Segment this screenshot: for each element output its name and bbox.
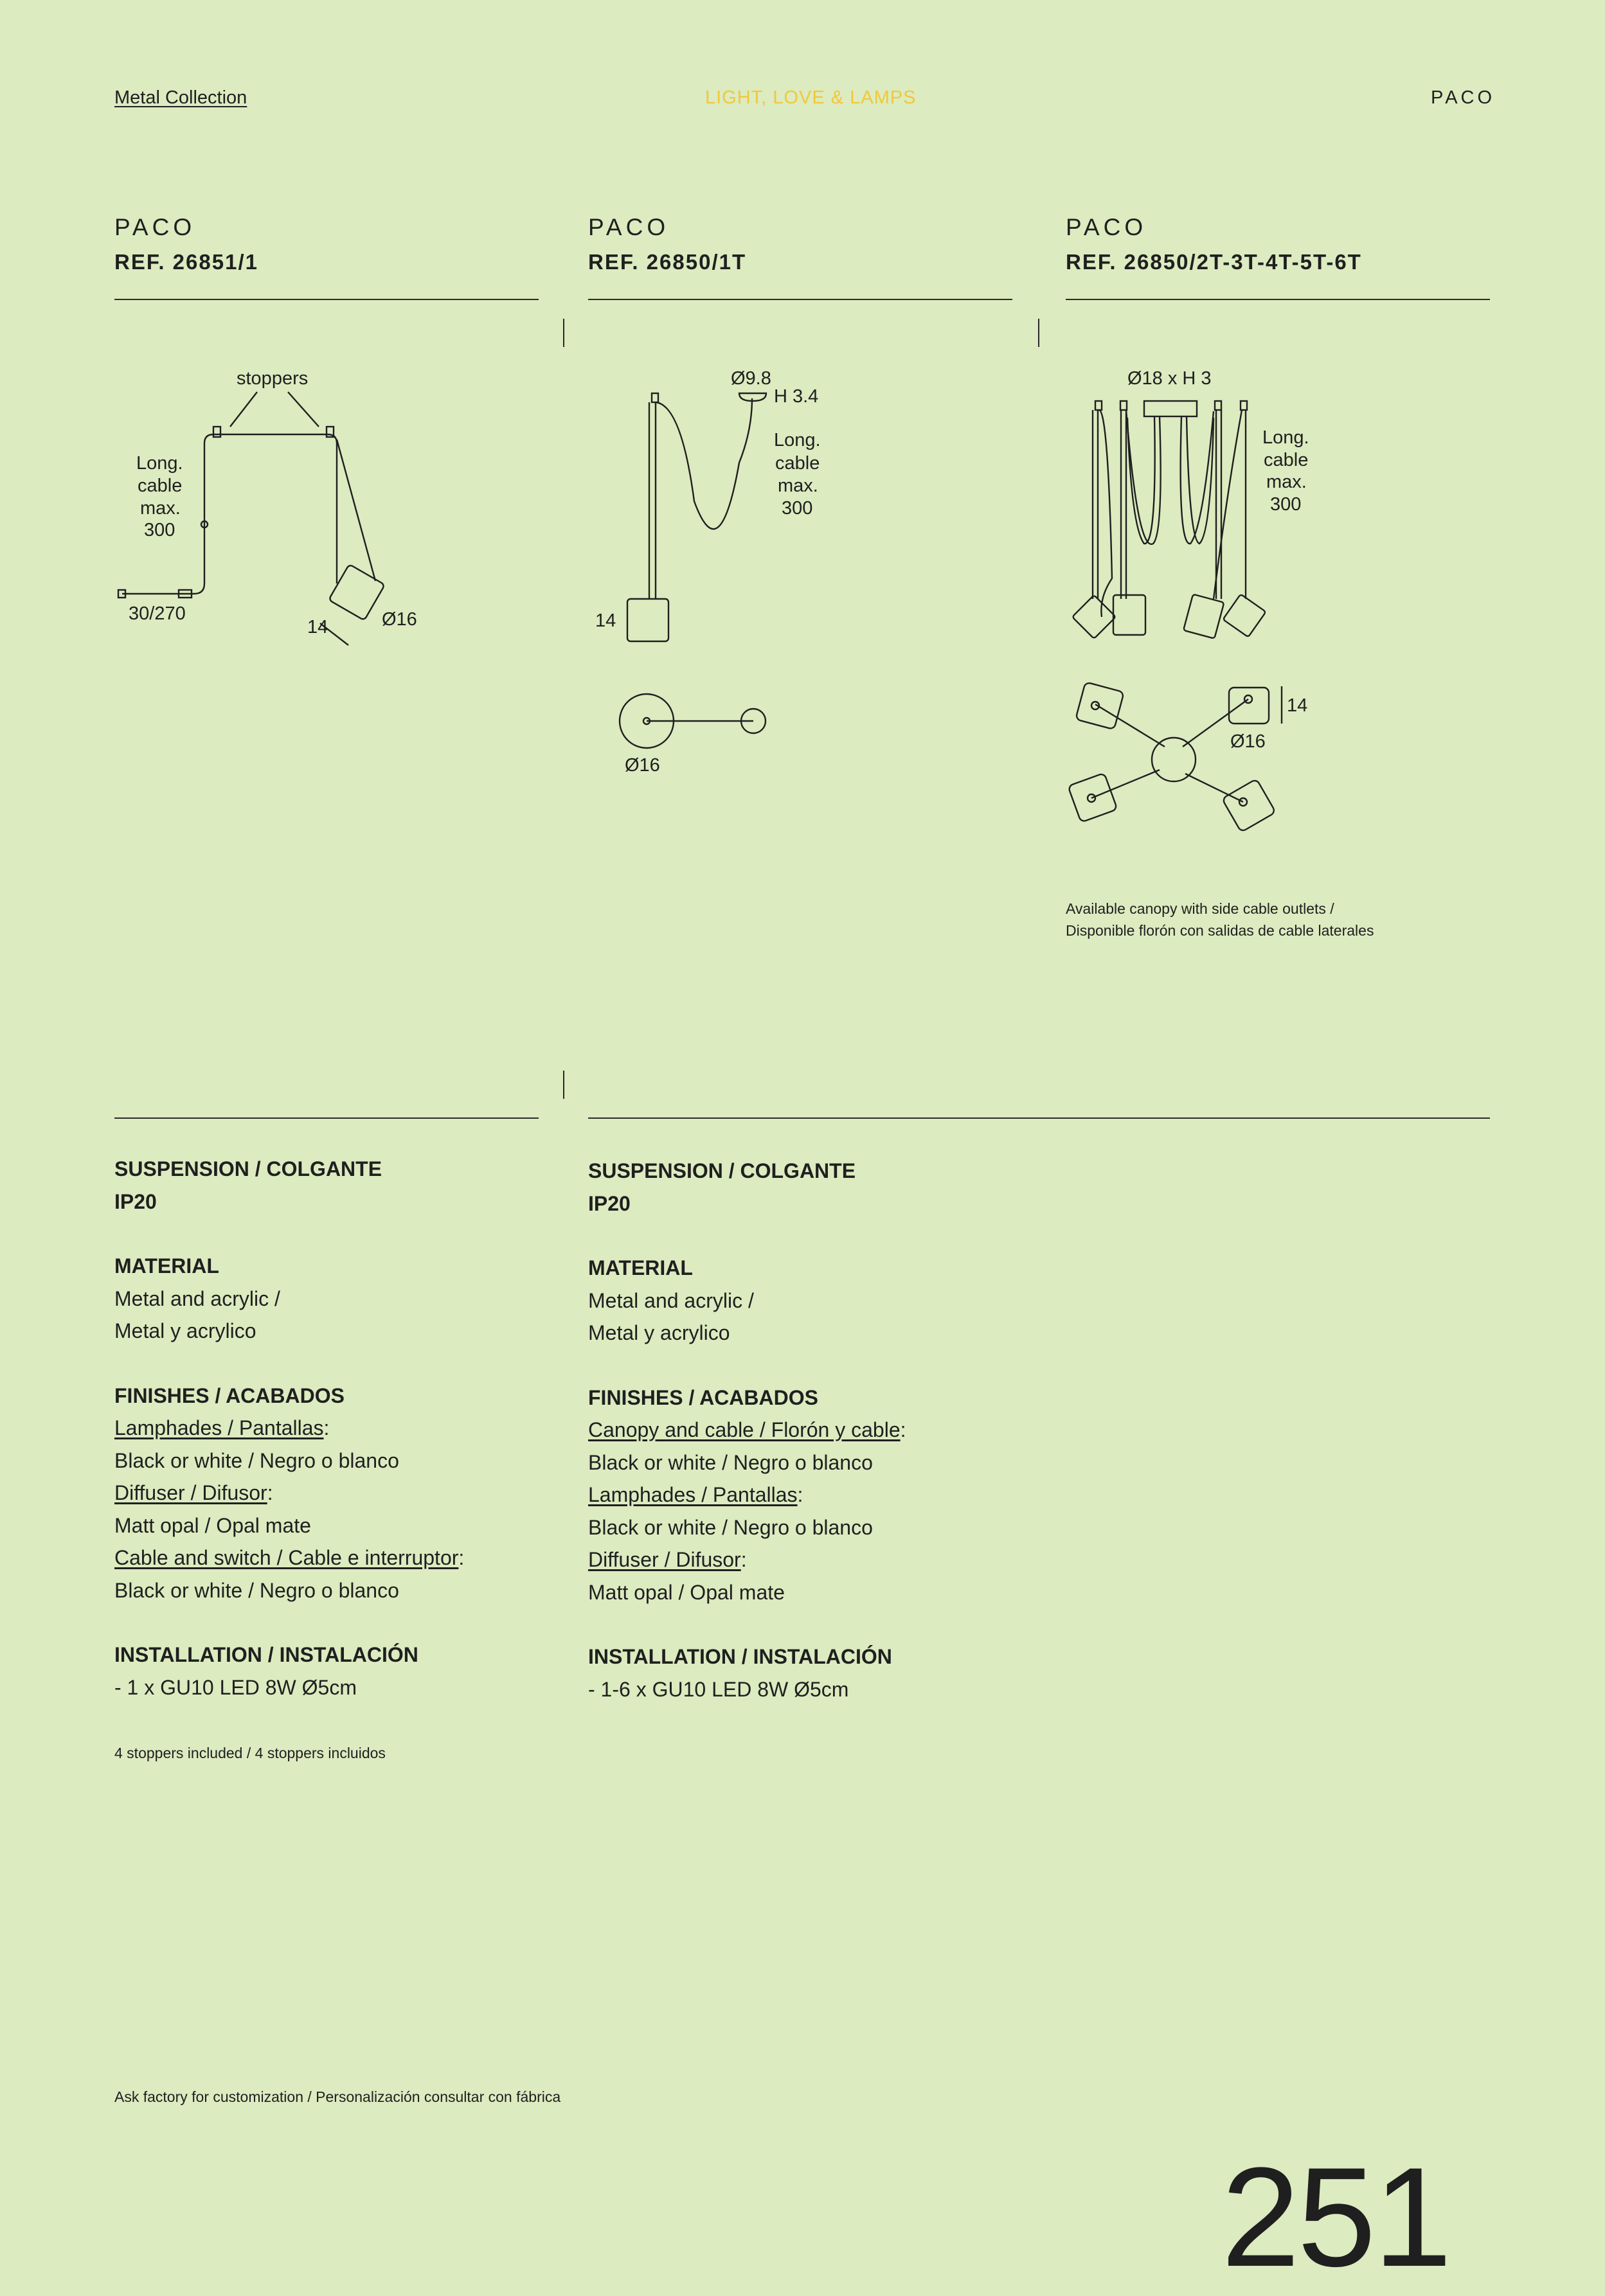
svg-text:cable: cable <box>775 453 820 474</box>
svg-text:300: 300 <box>144 520 175 540</box>
svg-text:300: 300 <box>782 498 813 519</box>
stoppers-note: 4 stoppers included / 4 stoppers incluidos <box>114 1745 386 1761</box>
divider <box>588 1117 1490 1119</box>
col1-ref: REF. 26851/1 <box>114 250 258 274</box>
svg-text:max.: max. <box>1266 472 1307 492</box>
col3-ref: REF. 26850/2T-3T-4T-5T-6T <box>1066 250 1362 274</box>
svg-text:H 3.4: H 3.4 <box>774 386 819 407</box>
lamp-shade-icon <box>1223 594 1266 637</box>
svg-text:Ø16: Ø16 <box>625 755 660 776</box>
plan-shade-icon <box>1222 779 1276 832</box>
divider-tick <box>1038 319 1039 347</box>
canopy-icon <box>1144 401 1197 416</box>
plan-shade-icon <box>1229 688 1269 724</box>
divider <box>114 299 539 300</box>
lamp-shade-icon <box>1183 594 1224 639</box>
svg-text:Long.: Long. <box>136 453 183 474</box>
svg-text:Long.: Long. <box>1262 427 1309 448</box>
svg-text:Ø9.8: Ø9.8 <box>731 368 771 389</box>
col1-name: PACO <box>114 214 196 240</box>
specs-26851-1: SUSPENSION / COLGANTE IP20 MATERIAL Metal and acrylic / Metal y acrylico FINISHES / ACABADOS Lamphades / Pantallas: Black or white / Negro o blanco Diffuser / Difusor: Matt opal / Opal mate Cable and switch / Cable e interruptor: Black or white / Negro o blanco INSTALLATION / INSTALACIÓN - 1 x GU10 LED 8W Ø5cm <box>114 1157 465 1699</box>
divider-tick <box>563 1071 564 1099</box>
svg-text:14: 14 <box>595 610 616 631</box>
lamp-shade-icon <box>1113 595 1145 635</box>
collection-link[interactable]: Metal Collection <box>114 87 247 108</box>
col3-name: PACO <box>1066 214 1147 240</box>
svg-text:Ø16: Ø16 <box>382 609 417 630</box>
svg-text:max.: max. <box>140 498 181 519</box>
divider <box>114 1117 539 1119</box>
col2-ref: REF. 26850/1T <box>588 250 747 274</box>
drawing-26851-1 <box>109 360 456 655</box>
stoppers-label: stoppers <box>237 368 309 389</box>
lamp-shade-icon <box>627 599 668 641</box>
col2-name: PACO <box>588 214 670 240</box>
specs-26850: SUSPENSION / COLGANTE IP20 MATERIAL Metal and acrylic / Metal y acrylico FINISHES / ACABADOS Canopy and cable / Florón y cable: Black or white / Negro o blanco Lamphades / Pantallas: Black or white / Negro o blanco Diffuser / Difusor: Matt opal / Opal mate INSTALLATION / INSTALACIÓN - 1-6 x GU10 LED 8W Ø5cm <box>588 1159 906 1701</box>
svg-text:300: 300 <box>1270 494 1302 515</box>
divider-tick <box>563 319 564 347</box>
canopy-note: Available canopy with side cable outlets / Disponible florón con salidas de cable laterales <box>1066 900 1374 939</box>
drawing-26850-1T <box>585 360 893 784</box>
svg-text:cable: cable <box>138 476 183 496</box>
svg-text:30/270: 30/270 <box>129 603 186 624</box>
tagline: LIGHT, LOVE & LAMPS <box>705 87 917 108</box>
svg-text:14: 14 <box>307 617 328 637</box>
svg-text:14: 14 <box>1287 695 1308 716</box>
divider <box>1066 299 1490 300</box>
svg-text:Ø18 x H 3: Ø18 x H 3 <box>1127 368 1212 389</box>
svg-text:cable: cable <box>1264 450 1309 470</box>
svg-text:Ø16: Ø16 <box>1230 731 1266 752</box>
svg-text:Long.: Long. <box>774 430 821 450</box>
divider <box>588 299 1012 300</box>
stopper-icon <box>213 427 220 437</box>
svg-text:max.: max. <box>778 476 818 496</box>
product-name: PACO <box>1431 87 1496 108</box>
drawing-26850-multi <box>1054 360 1337 848</box>
page-number: 251 <box>1221 2138 1450 2296</box>
lamp-shade-icon <box>1072 595 1116 639</box>
customization-note: Ask factory for customization / Personalización consultar con fábrica <box>114 2088 561 2105</box>
